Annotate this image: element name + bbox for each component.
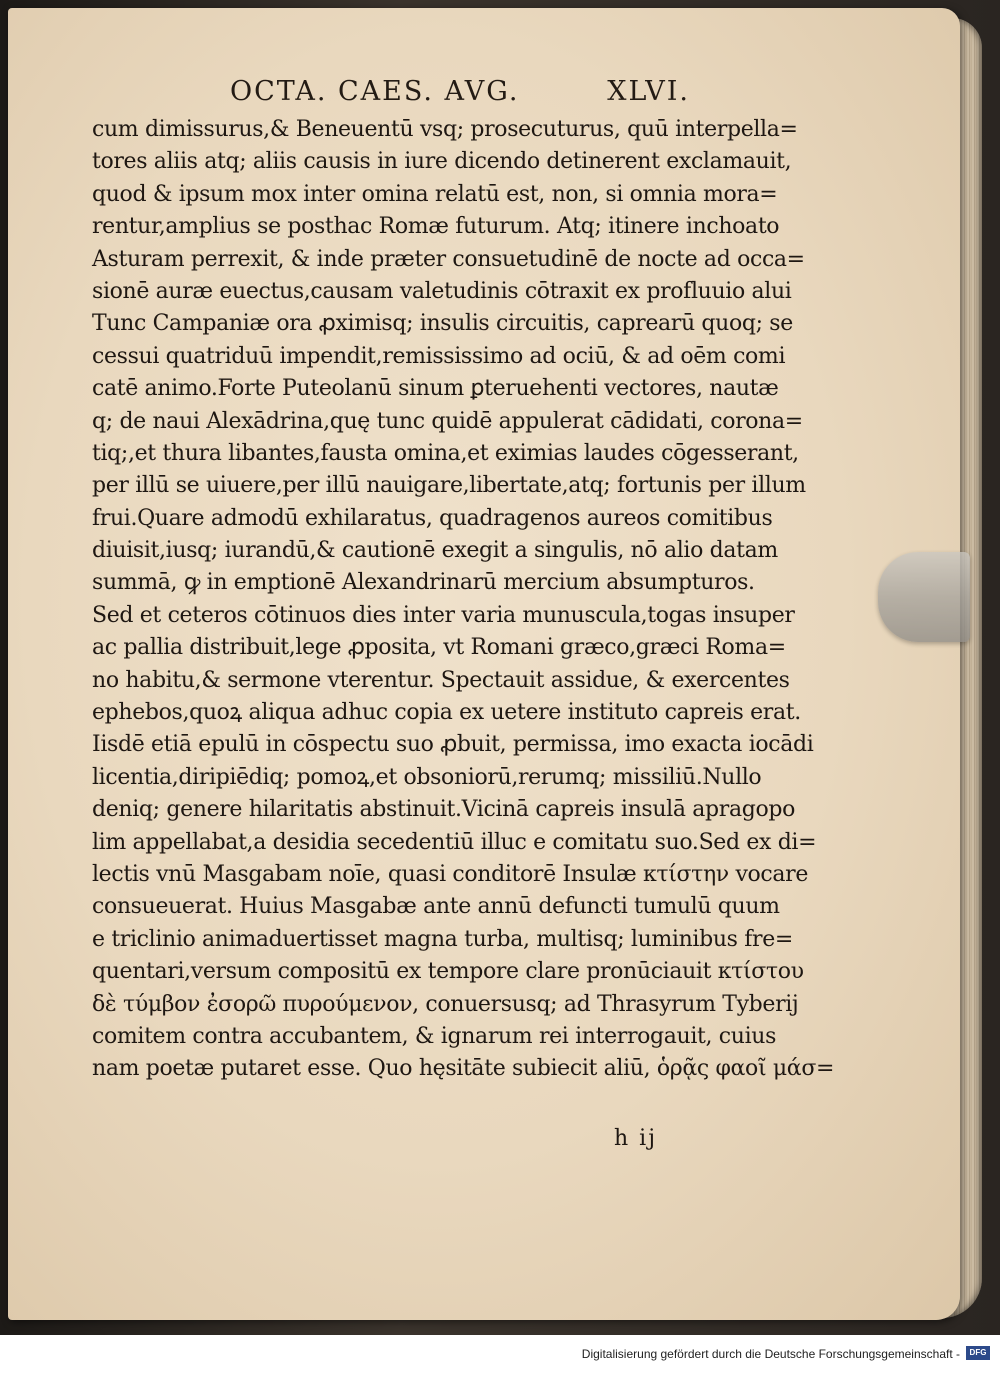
text-line: consueuerat. Huius Masgabæ ante annū defuncti tumulū quum xyxy=(92,894,780,920)
text-line: nam poetæ putaret esse. Quo hęsitāte subiecit aliū, ὁρᾷς φαοῖ μάσ= xyxy=(92,1056,835,1082)
folio-number: XLVI. xyxy=(607,76,690,107)
text-line: Tunc Campaniæ ora ꝓximisq; insulis circuitis, caprearū quoq; se xyxy=(92,311,793,337)
funding-credit: Digitalisierung gefördert durch die Deutsche Forschungsgemeinschaft - xyxy=(581,1347,960,1361)
text-line: quentari,versum compositū ex tempore clare pronūciauit κτίστου xyxy=(92,959,804,985)
page-header xyxy=(230,76,690,116)
text-line: summā, ꝙ in emptionē Alexandrinarū mercium absumpturos. xyxy=(92,570,755,596)
text-line: quod & ipsum mox inter omina relatū est, non, si omnia mora= xyxy=(92,181,778,207)
text-line: tiq;,et thura libantes,fausta omina,et eximias laudes cōgesserant, xyxy=(92,440,799,466)
text-line: deniq; genere hilaritatis abstinuit.Vicinā capreis insulā apragopo xyxy=(92,797,795,823)
text-line: diuisit,iusq; iurandū,& cautionē exegit a singulis, nō alio datam xyxy=(92,538,778,564)
text-line: e triclinio animaduertisset magna turba, multisq; luminibus fre= xyxy=(92,926,793,952)
text-line: q; de naui Alexādrina,quę tunc quidē appulerat cādidati, corona= xyxy=(92,408,803,434)
text-line: lim appellabat,a desidia secedentiū illuc e comitatu suo.Sed ex di= xyxy=(92,829,817,855)
body-text xyxy=(92,114,835,1086)
footer-bar xyxy=(0,1335,1000,1377)
text-line: Asturam perrexit, & inde præter consuetudinē de nocte ad occa= xyxy=(92,246,805,272)
dfg-logo-icon: DFG xyxy=(966,1346,990,1360)
text-line: licentia,diripiēdiq; pomoꝝ,et obsoniorū,rerumq; missiliū.Nullo xyxy=(92,764,762,790)
text-line: cessui quatriduū impendit,remississimo ad ociū, & ad oēm comi xyxy=(92,343,786,369)
text-line: per illū se uiuere,per illū nauigare,libertate,atq; fortunis per illum xyxy=(92,473,806,499)
text-line: cum dimissurus,& Beneuentū vsq; prosecuturus, quū interpella= xyxy=(92,117,798,142)
text-line: catē animo.Forte Puteolanū sinum ꝑteruehenti vectores, nautæ xyxy=(92,376,779,402)
text-line: ephebos,quoꝝ aliqua adhuc copia ex uetere instituto capreis erat. xyxy=(92,700,801,726)
signature-mark: h ij xyxy=(614,1126,658,1151)
text-line: no habitu,& sermone vterentur. Spectauit assidue, & exercentes xyxy=(92,667,790,693)
text-line: lectis vnū Masgabam noīe, quasi conditorē Insulæ κτίστην vocare xyxy=(92,861,809,887)
text-line: Sed et ceteros cōtinuos dies inter varia munuscula,togas insuper xyxy=(92,602,795,628)
text-line: rentur,amplius se posthac Romæ futurum. Atq; itinere inchoato xyxy=(92,214,780,240)
text-line: tores aliis atq; aliis causis in iure dicendo detinerent exclamauit, xyxy=(92,149,792,175)
text-line: sionē auræ euectus,causam valetudinis cōtraxit ex profluuio alui xyxy=(92,278,792,304)
text-line: frui.Quare admodū exhilaratus, quadragenos aureos comitibus xyxy=(92,505,773,531)
text-line: ac pallia distribuit,lege ꝓposita, vt Romani græco,græci Roma= xyxy=(92,635,786,661)
text-line: δὲ τύμβον ἐσορῶ πυρούμενον, conuersusq; ad Thrasyrum Tyberij xyxy=(92,991,799,1017)
text-line: comitem contra accubantem, & ignarum rei interrogauit, cuius xyxy=(92,1023,777,1049)
running-title: OCTA. CAES. AVG. xyxy=(230,76,520,107)
page-clip xyxy=(878,552,970,642)
text-line: Iisdē etiā epulū in cōspectu suo ꝓbuit, permissa, imo exacta iocādi xyxy=(92,732,814,758)
